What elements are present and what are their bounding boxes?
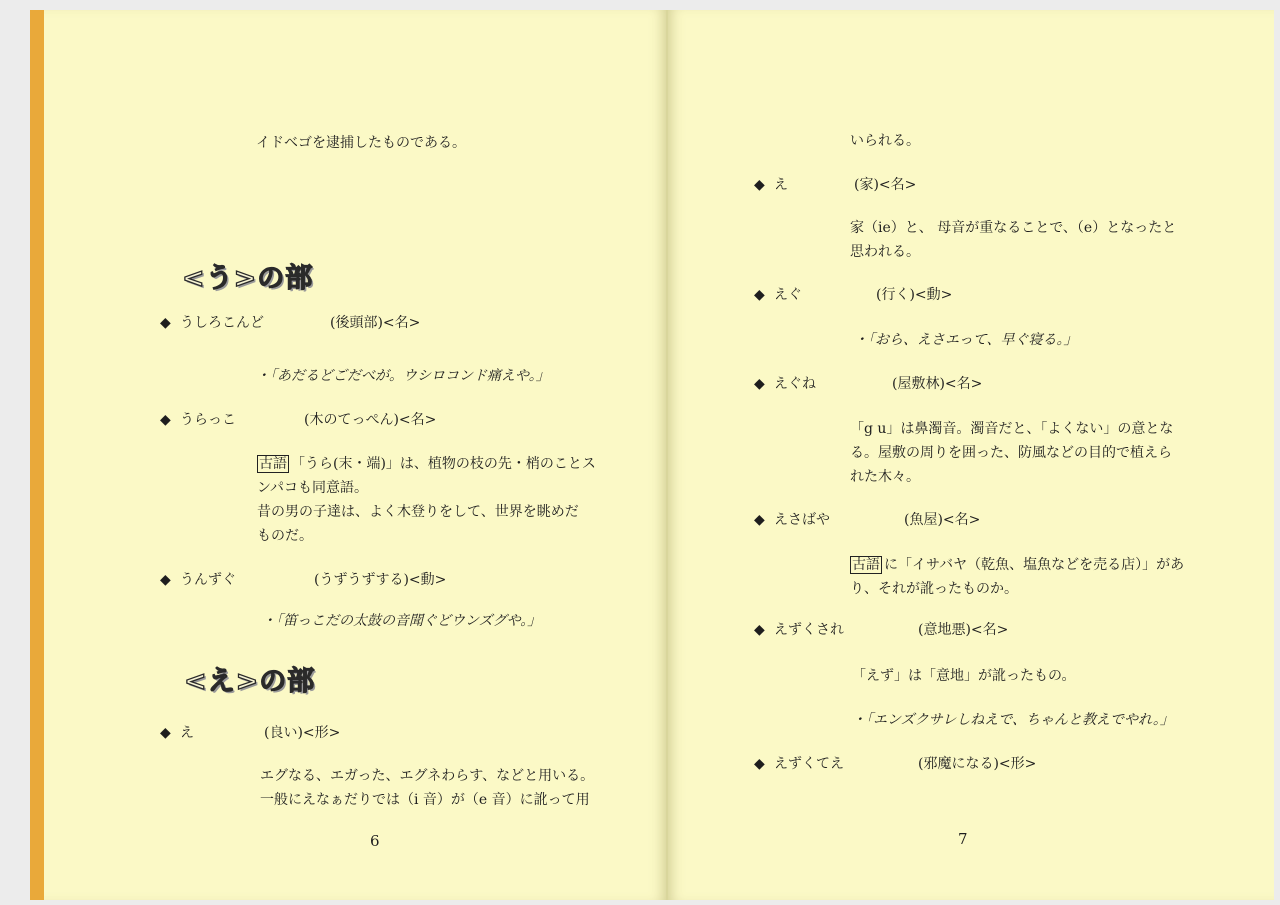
entry-bullet: ◆ <box>160 572 171 588</box>
entry-bullet: ◆ <box>754 756 765 772</box>
page-number: 7 <box>958 830 968 848</box>
entry-headword: うしろこんど <box>180 315 264 331</box>
entry-bullet: ◆ <box>754 622 765 638</box>
entry-gloss: (行く)<動> <box>876 287 953 303</box>
continuation-text: イドベゴを逮捕したものである。 <box>256 135 466 151</box>
kogo-tag: 古語 <box>852 557 880 573</box>
note-line: 家（ie）と、 母音が重なることで、（e）となったと <box>850 220 1177 236</box>
note-line: り、それが訛ったものか。 <box>850 581 1018 597</box>
left-page <box>30 10 666 900</box>
note-line: に「イサバヤ（乾魚、塩魚などを売る店）」があ <box>884 557 1185 573</box>
note-line: 一般にえなぁだりでは（i 音）が（e 音）に訛って用 <box>260 792 590 808</box>
note-line: 「うら(末・端)」は、植物の枝の先・梢のことス <box>291 456 596 472</box>
entry-bullet: ◆ <box>160 412 171 428</box>
entry-bullet: ◆ <box>754 376 765 392</box>
entry-gloss: (意地悪)<名> <box>918 622 1009 638</box>
note-line: れた木々。 <box>850 469 920 485</box>
right-page <box>668 10 1274 900</box>
entry-headword: うんずぐ <box>180 572 236 588</box>
entry-gloss: (家)<名> <box>854 177 917 193</box>
entry-gloss: (木のてっぺん)<名> <box>304 412 437 428</box>
entry-gloss: (屋敷林)<名> <box>892 376 983 392</box>
entry-bullet: ◆ <box>754 177 765 193</box>
note-line: 「えず」は「意地」が訛ったもの。 <box>852 668 1076 684</box>
section-heading-e: <え>の部 <box>184 666 316 697</box>
entry-gloss: (邪魔になる)<形> <box>918 756 1037 772</box>
note-line: ものだ。 <box>257 528 313 544</box>
note-line: 昔の男の子達は、よく木登りをして、世界を眺めだ <box>257 504 579 520</box>
entry-gloss: (後頭部)<名> <box>330 315 421 331</box>
example-sentence: ・「笛っこだの太鼓の音聞ぐどウンズグや。」 <box>262 613 542 629</box>
entry-headword: えずくてえ <box>774 756 844 772</box>
entry-note <box>850 555 1184 575</box>
section-heading-u: <う>の部 <box>182 263 314 294</box>
entry-bullet: ◆ <box>754 287 765 303</box>
entry-headword: え <box>774 177 788 193</box>
example-sentence: ・「あだるどごだべが。ウシロコンド痛えや。」 <box>256 368 550 384</box>
example-sentence: ・「おら、えさエって、早ぐ寝る。」 <box>854 332 1078 348</box>
entry-bullet: ◆ <box>160 315 171 331</box>
entry-bullet: ◆ <box>160 725 171 741</box>
entry-headword: うらっこ <box>180 412 236 428</box>
note-line: ンパコも同意語。 <box>257 480 369 496</box>
entry-gloss: (良い)<形> <box>264 725 341 741</box>
entry-headword: えずくされ <box>774 622 844 638</box>
note-line: 「g u」は鼻濁音。濁音だと、「よくない」の意とな <box>850 421 1174 437</box>
note-line: エグなる、エガった、エグネわらす、などと用いる。 <box>260 768 595 784</box>
entry-gloss: (うずうずする)<動> <box>314 572 447 588</box>
note-line: る。屋敷の周りを囲った、防風などの目的で植えら <box>850 445 1172 461</box>
example-sentence: ・「エンズクサレしねえで、ちゃんと教えでやれ。」 <box>852 712 1174 728</box>
entry-note <box>257 454 596 474</box>
entry-headword: えぐね <box>774 376 816 392</box>
continuation-text: いられる。 <box>850 133 920 149</box>
entry-headword: え <box>180 725 194 741</box>
kogo-tag: 古語 <box>259 456 287 472</box>
page-number: 6 <box>370 832 380 850</box>
entry-gloss: (魚屋)<名> <box>904 512 981 528</box>
note-line: 思われる。 <box>850 244 920 260</box>
entry-headword: えぐ <box>774 287 802 303</box>
entry-headword: えさばや <box>774 512 830 528</box>
entry-bullet: ◆ <box>754 512 765 528</box>
